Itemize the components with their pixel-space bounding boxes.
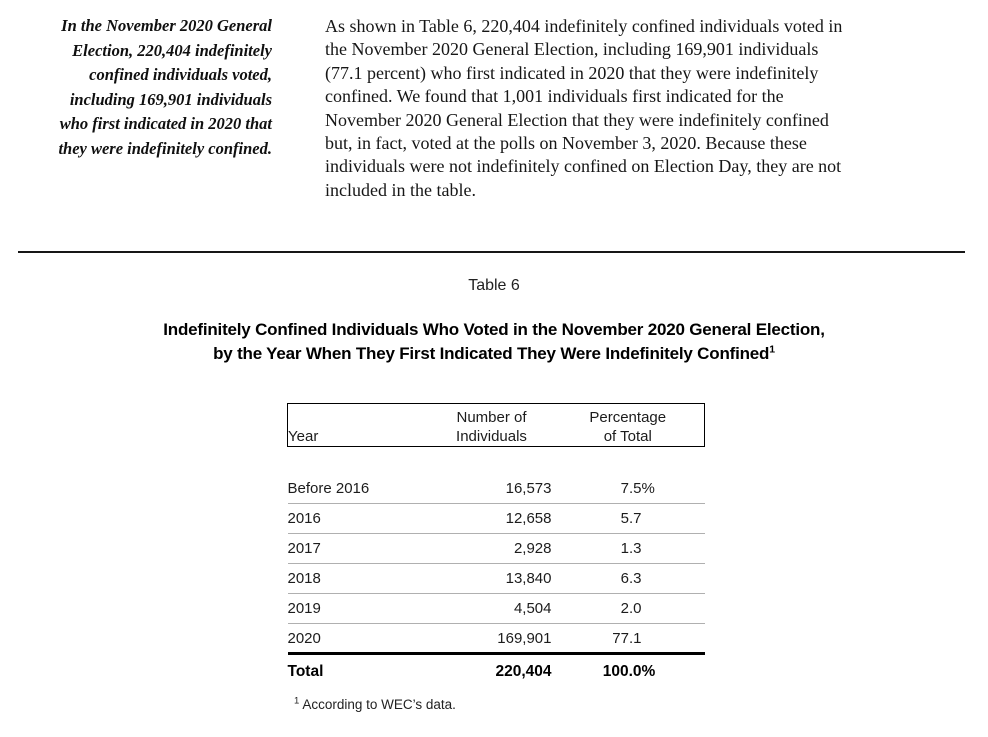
footnote-marker: 1 — [294, 695, 300, 707]
column-header-year: Year — [288, 404, 432, 447]
paragraph-line: As shown in Table 6, 220,404 indefinitely confined individuals voted in — [325, 16, 843, 36]
cell-percentage: 6.3 — [552, 564, 705, 594]
pull-quote-line: In the November 2020 General — [61, 16, 272, 35]
pull-quote — [0, 14, 272, 162]
table-total-row — [288, 654, 705, 690]
paragraph-line: the November 2020 General Election, including 169,901 individuals — [325, 39, 819, 60]
cell-count: 4,504 — [432, 594, 552, 624]
table-row — [288, 504, 705, 534]
section-divider — [18, 251, 965, 253]
cell-year: 2017 — [288, 534, 432, 564]
body-paragraph — [325, 15, 975, 202]
cell-count: 169,901 — [432, 624, 552, 654]
pull-quote-line: Election, 220,404 indefinitely — [72, 40, 272, 60]
cell-count: 13,840 — [432, 564, 552, 594]
pull-quote-line: including 169,901 individuals — [69, 89, 272, 109]
cell-percentage: 2.0 — [552, 594, 705, 624]
paragraph-line: confined. We found that 1,001 individuals first indicated for the — [325, 86, 784, 107]
table-title-line2: by the Year When They First Indicated They Were Indefinitely Confined$^1$ — [213, 343, 775, 363]
pull-quote-line: confined individuals voted, — [89, 65, 272, 85]
table-footnote — [294, 697, 456, 712]
paragraph-line: included in the table. — [325, 179, 476, 200]
table-row — [288, 624, 705, 654]
table-title-line1: Indefinitely Confined Individuals Who Voted in the November 2020 General Election, — [163, 320, 825, 339]
table-row — [288, 594, 705, 624]
cell-count: 12,658 — [432, 504, 552, 534]
table-row — [288, 474, 705, 504]
column-header-percentage-of-total: Percentage of Total — [552, 404, 705, 447]
table-title-footnote-ref: 1 — [769, 343, 775, 356]
paragraph-line: (77.1 percent) who first indicated in 2020 that they were indefinitely — [325, 62, 819, 83]
paragraph-line: individuals were not indefinitely confined on Election Day, they are not — [325, 156, 842, 177]
cell-year: 2019 — [288, 594, 432, 624]
cell-year: Before 2016 — [288, 474, 432, 504]
pull-quote-line: they were indefinitely confined. — [58, 138, 272, 158]
cell-percentage: 1.3 — [552, 534, 705, 564]
table-header — [288, 404, 705, 447]
cell-percentage: 7.5% — [552, 474, 705, 504]
paragraph-line: November 2020 General Election that they were indefinitely confined — [325, 109, 829, 130]
table-label: Table 6 — [468, 277, 520, 294]
cell-year: 2016 — [288, 504, 432, 534]
table-spacer-row — [288, 447, 705, 474]
footnote-text: According to WEC’s data. — [302, 697, 456, 712]
pull-quote-line: who first indicated in 2020 that — [59, 114, 272, 134]
cell-total-label: Total — [287, 663, 324, 681]
paragraph-line: but, in fact, voted at the polls on November 3, 2020. Because these — [325, 133, 807, 154]
column-header-number-of-individuals: Number of Individuals — [432, 404, 552, 447]
confined-voters-table — [287, 403, 705, 690]
cell-percentage: 5.7 — [552, 504, 705, 534]
table-title — [0, 318, 988, 366]
cell-year: 2018 — [288, 564, 432, 594]
cell-count: 2,928 — [432, 534, 552, 564]
table-header-row — [288, 404, 705, 447]
cell-total-count: 220,404 — [495, 663, 552, 681]
cell-count: 16,573 — [432, 474, 552, 504]
table-row — [288, 534, 705, 564]
table-row — [288, 564, 705, 594]
cell-year: 2020 — [288, 624, 432, 654]
cell-total-percentage: 100.0% — [602, 663, 656, 681]
cell-percentage: 77.1 — [552, 624, 705, 654]
